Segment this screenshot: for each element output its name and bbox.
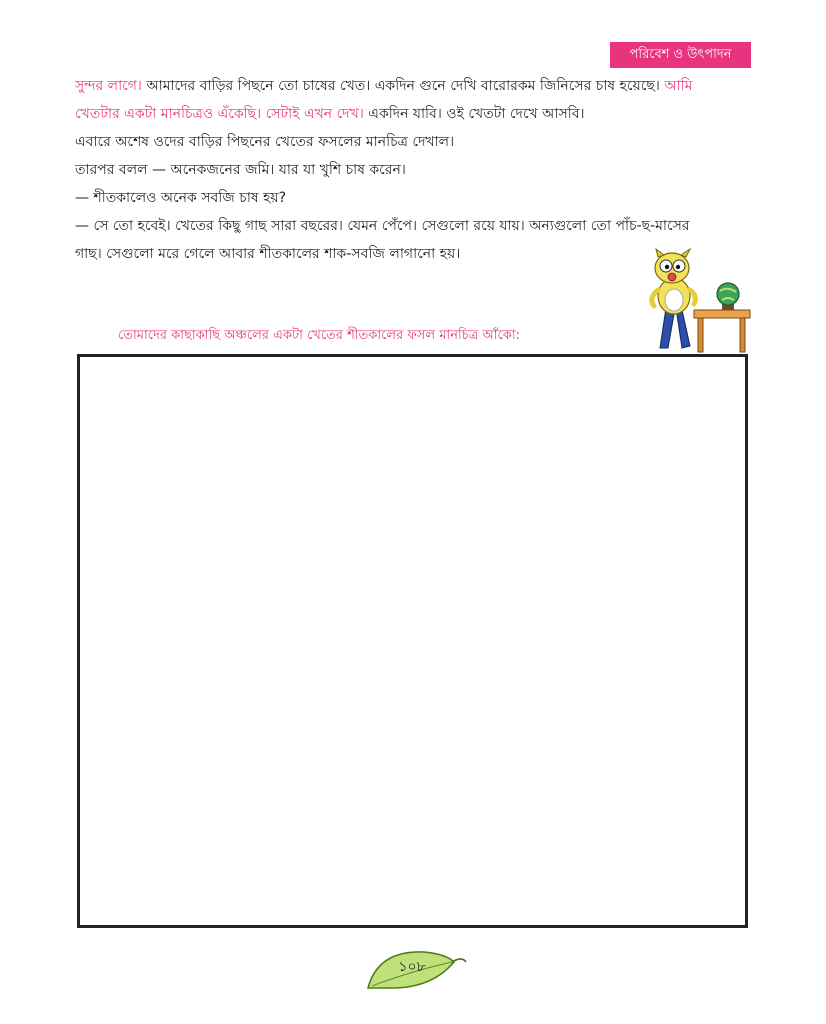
paragraph-line-5: — শীতকালেও অনেক সবজি চাষ হয়?	[75, 190, 287, 206]
story-text	[75, 72, 765, 268]
drawing-area[interactable]	[77, 354, 748, 928]
page-number: ১০৮	[398, 959, 426, 975]
body-text: একদিন যাবি। ওই খেতটা দেখে আসবি।	[363, 106, 585, 122]
paragraph-line-6: — সে তো হবেই। খেতের কিছু গাছ সারা বছরের। যেমন পেঁপে। সেগুলো রয়ে যায়। অন্যগুলো তো পাঁচ-ছ-মাসের	[75, 218, 690, 234]
paragraph-line-7: গাছ। সেগুলো মরে গেলে আবার শীতকালের শাক-সবজি লাগানো হয়।	[75, 246, 461, 262]
highlight-text: খেতটার একটা মানচিত্রও এঁকেছি। সেটাই এখন দেখ।	[75, 106, 364, 122]
paragraph-line-1	[75, 72, 765, 100]
paragraph-line-4: তারপর বলল — অনেকজনের জমি। যার যা খুশি চাষ করেন।	[75, 162, 406, 178]
highlight-text: সুন্দর লাগে।	[75, 78, 142, 94]
body-text: আমাদের বাড়ির পিছনে তো চাষের খেত। একদিন গুনে দেখি বারোরকম জিনিসের চাষ হয়েছে।	[141, 78, 660, 94]
activity-prompt: তোমাদের কাছাকাছি অঞ্চলের একটা খেতের শীতকালের ফসল মানচিত্র আঁকো:	[118, 328, 521, 343]
highlight-text: আমি	[659, 78, 693, 94]
paragraph-line-3: এবারে অশেষ ওদের বাড়ির পিছনের খেতের ফসলের মানচিত্র দেখাল।	[75, 134, 455, 150]
chapter-tag: পরিবেশ ও উৎপাদন	[610, 42, 751, 68]
paragraph-line-2	[75, 100, 765, 128]
